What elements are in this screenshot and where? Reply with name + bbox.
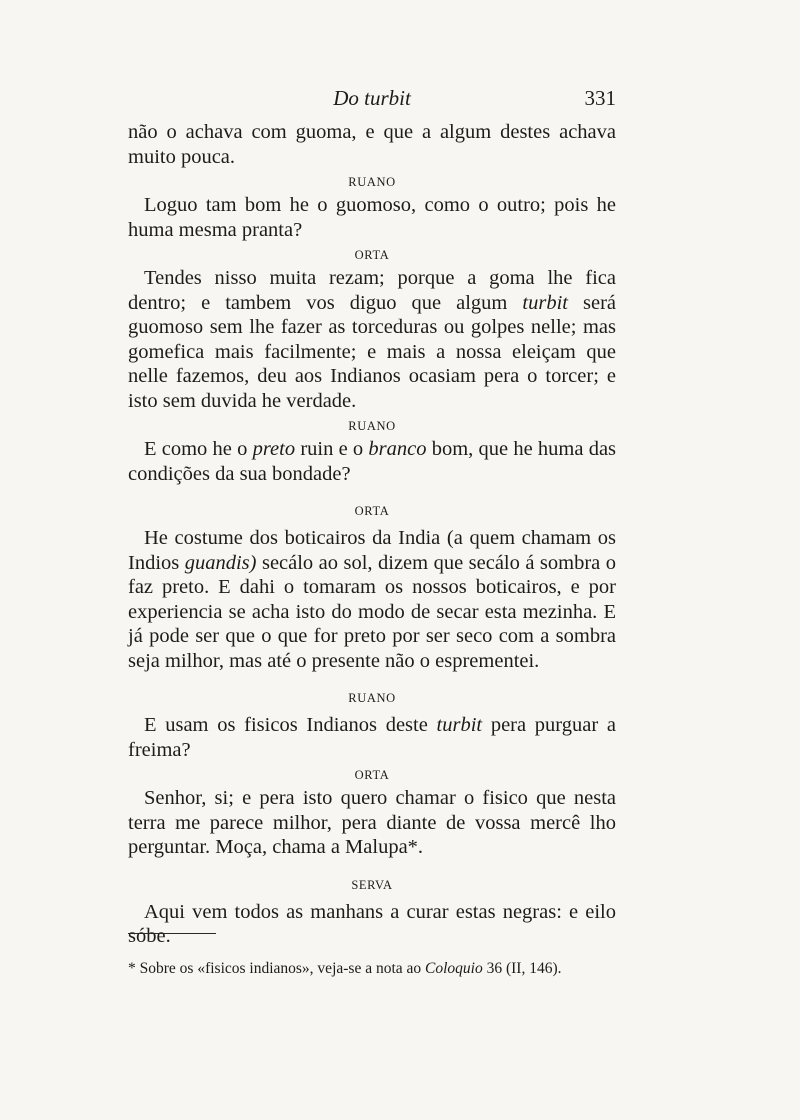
page-body bbox=[128, 120, 616, 949]
paragraph: Loguo tam bom he o guomoso, como o outro; pois he huma mesma pranta? bbox=[128, 194, 616, 241]
italic-term: guandis) bbox=[184, 551, 257, 574]
speaker-label: ORTA bbox=[354, 504, 390, 518]
text-run: ruin e o bbox=[295, 438, 369, 460]
text-run: bom, que he huma das condições da sua bondade? bbox=[128, 438, 617, 485]
paragraph bbox=[128, 266, 616, 413]
footnote-italic: Coloquio bbox=[425, 960, 483, 977]
text-run: E usam os fisicos Indianos deste bbox=[144, 714, 437, 736]
speaker-label: ORTA bbox=[354, 248, 390, 262]
footnote-text: 36 (II, 146). bbox=[482, 960, 562, 977]
paragraph: não o achava com guoma, e que a algum destes achava muito pouca. bbox=[128, 121, 616, 168]
text-run: secálo ao sol, dizem que secálo á sombra o faz preto. E dahi o tomaram os nossos boticairos, e por experiencia se acha isto do modo de secar esta mezinha. E já pode ser que o que for preto por ser seco com a sombra seja milhor, mas até o presente não o esprementei. bbox=[128, 551, 616, 672]
page-number: 331 bbox=[584, 86, 616, 110]
italic-term: turbit bbox=[522, 291, 568, 314]
italic-term: preto bbox=[252, 438, 296, 460]
text-run: E como he o bbox=[144, 438, 253, 460]
italic-term: turbit bbox=[436, 714, 483, 736]
footnote bbox=[128, 958, 628, 980]
paragraph: Senhor, si; e pera isto quero chamar o fisico que nesta terra me parece milhor, pera diante de vossa mercê lho perguntar. Moça, chama a Malupa*. bbox=[128, 787, 616, 858]
speaker-label: SERVA bbox=[351, 877, 393, 892]
running-title: Do turbit bbox=[333, 86, 411, 110]
text-run: pera purguar a freima? bbox=[128, 714, 616, 761]
text-run: será guomoso sem lhe fazer as torceduras ou golpes nelle; mas gomefica mais facilmente; e mais a nossa eleiçam que nelle fazemos, deu aos Indianos ocasiam pera o torcer; e isto sem duvida he verdade. bbox=[128, 291, 616, 412]
footnote-text: * Sobre os «fisicos indianos», veja-se a nota ao bbox=[128, 960, 426, 977]
footnote-rule bbox=[128, 933, 216, 934]
text-run: He costume dos boticairos da India (a quem chamam os Indios bbox=[128, 527, 616, 574]
paragraph bbox=[128, 713, 616, 762]
text-run: Tendes nisso muita rezam; porque a goma lhe fica dentro; e tambem vos diguo que algum bbox=[128, 267, 616, 314]
paragraph: Aqui vem todos as manhans a curar estas negras: e eilo sóbe. bbox=[128, 900, 616, 947]
running-header bbox=[128, 80, 616, 116]
paragraph bbox=[128, 437, 616, 486]
speaker-label: RUANO bbox=[348, 419, 396, 433]
italic-term: branco bbox=[368, 438, 427, 460]
speaker-label: ORTA bbox=[354, 768, 390, 782]
speaker-label: RUANO bbox=[348, 691, 396, 705]
paragraph bbox=[128, 526, 616, 673]
speaker-label: RUANO bbox=[348, 175, 396, 189]
